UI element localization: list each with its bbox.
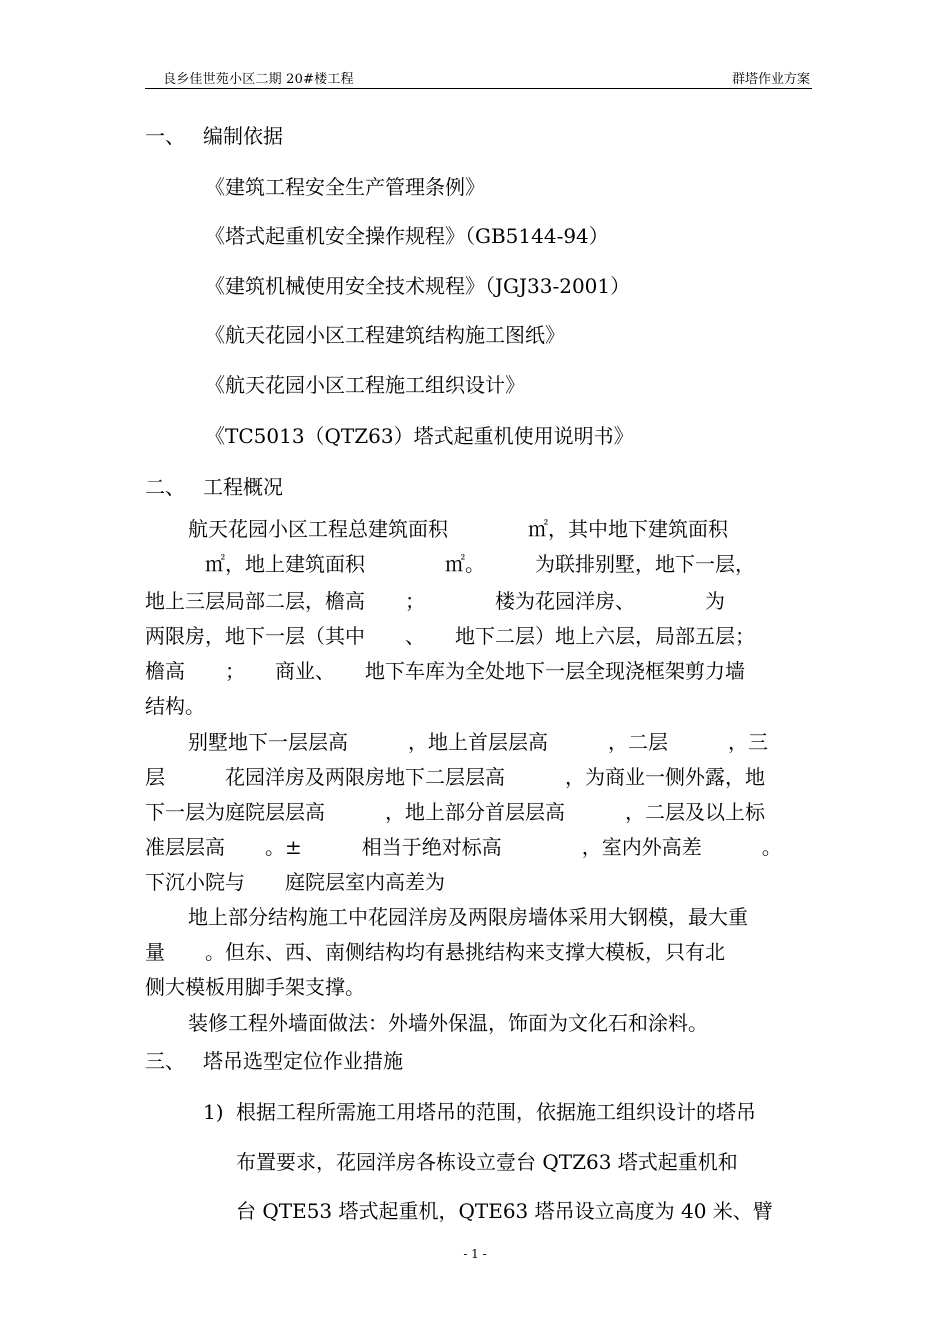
list-item-line: 根据工程所需施工用塔吊的范围，依据施工组织设计的塔吊 — [236, 1100, 756, 1124]
page-header — [145, 66, 812, 88]
section-1-title: 编制依据 — [203, 124, 283, 148]
overview-line: 两限房，地下一层（其中 、 地下二层）地上六层，局部五层； — [145, 624, 755, 648]
header-document-type: 群塔作业方案 — [731, 72, 810, 87]
overview-line: 准层层高 。± 相当于绝对标高 ，室内外高差 。 — [145, 835, 782, 859]
overview-line: 航天花园小区工程总建筑面积 ㎡，其中地下建筑面积 — [188, 517, 728, 541]
section-2-number: 二、 — [145, 475, 185, 499]
overview-line: 下沉小院与 庭院层室内高差为 — [145, 870, 445, 894]
reference-item: 《建筑工程安全生产管理条例》 — [205, 175, 485, 199]
reference-item: 《航天花园小区工程施工组织设计》 — [205, 373, 525, 397]
section-3-title: 塔吊选型定位作业措施 — [203, 1049, 403, 1073]
page-number: - 1 - — [463, 1247, 487, 1261]
header-divider — [145, 88, 812, 89]
section-1-number: 一、 — [145, 124, 185, 148]
section-3-number: 三、 — [145, 1049, 185, 1073]
header-project-title: 良乡佳世苑小区二期 20#楼工程 — [163, 72, 354, 87]
overview-line: 下一层为庭院层层高 ，地上部分首层层高 ，二层及以上标 — [145, 800, 765, 824]
overview-line: 装修工程外墙面做法：外墙外保温，饰面为文化石和涂料。 — [188, 1011, 708, 1035]
section-1-heading — [145, 122, 283, 150]
overview-line: 地上部分结构施工中花园洋房及两限房墙体采用大钢模，最大重 — [188, 905, 748, 929]
overview-line: 层 花园洋房及两限房地下二层层高 ，为商业一侧外露，地 — [145, 765, 765, 789]
reference-item: 《航天花园小区工程建筑结构施工图纸》 — [205, 323, 565, 347]
list-item-number: 1) — [203, 1100, 224, 1124]
overview-line: 结构。 — [145, 694, 205, 718]
overview-line: ㎡，地上建筑面积 ㎡。 为联排别墅，地下一层， — [205, 552, 755, 576]
reference-item: 《塔式起重机安全操作规程》（GB5144-94） — [205, 224, 609, 248]
list-item-line: 台 QTE53 塔式起重机，QTE63 塔吊设立高度为 40 米、臂 — [236, 1199, 773, 1223]
list-item-line: 布置要求，花园洋房各栋设立壹台 QTZ63 塔式起重机和 — [236, 1150, 738, 1174]
overview-line: 檐高 ； 商业、 地下车库为全处地下一层全现浇框架剪力墙 — [145, 659, 745, 683]
overview-line: 量 。但东、西、南侧结构均有悬挑结构来支撑大模板，只有北 — [145, 940, 725, 964]
overview-line: 侧大模板用脚手架支撑。 — [145, 975, 365, 999]
section-3-heading — [145, 1047, 403, 1075]
section-2-heading — [145, 473, 283, 501]
reference-item: 《建筑机械使用安全技术规程》（JGJ33-2001） — [205, 274, 631, 298]
reference-item: 《TC5013（QTZ63）塔式起重机使用说明书》 — [205, 424, 634, 448]
overview-line: 别墅地下一层层高 ，地上首层层高 ，二层 ，三 — [188, 730, 768, 754]
overview-line: 地上三层局部二层，檐高 ； 楼为花园洋房、 为 — [145, 589, 725, 613]
section-2-title: 工程概况 — [203, 475, 283, 499]
